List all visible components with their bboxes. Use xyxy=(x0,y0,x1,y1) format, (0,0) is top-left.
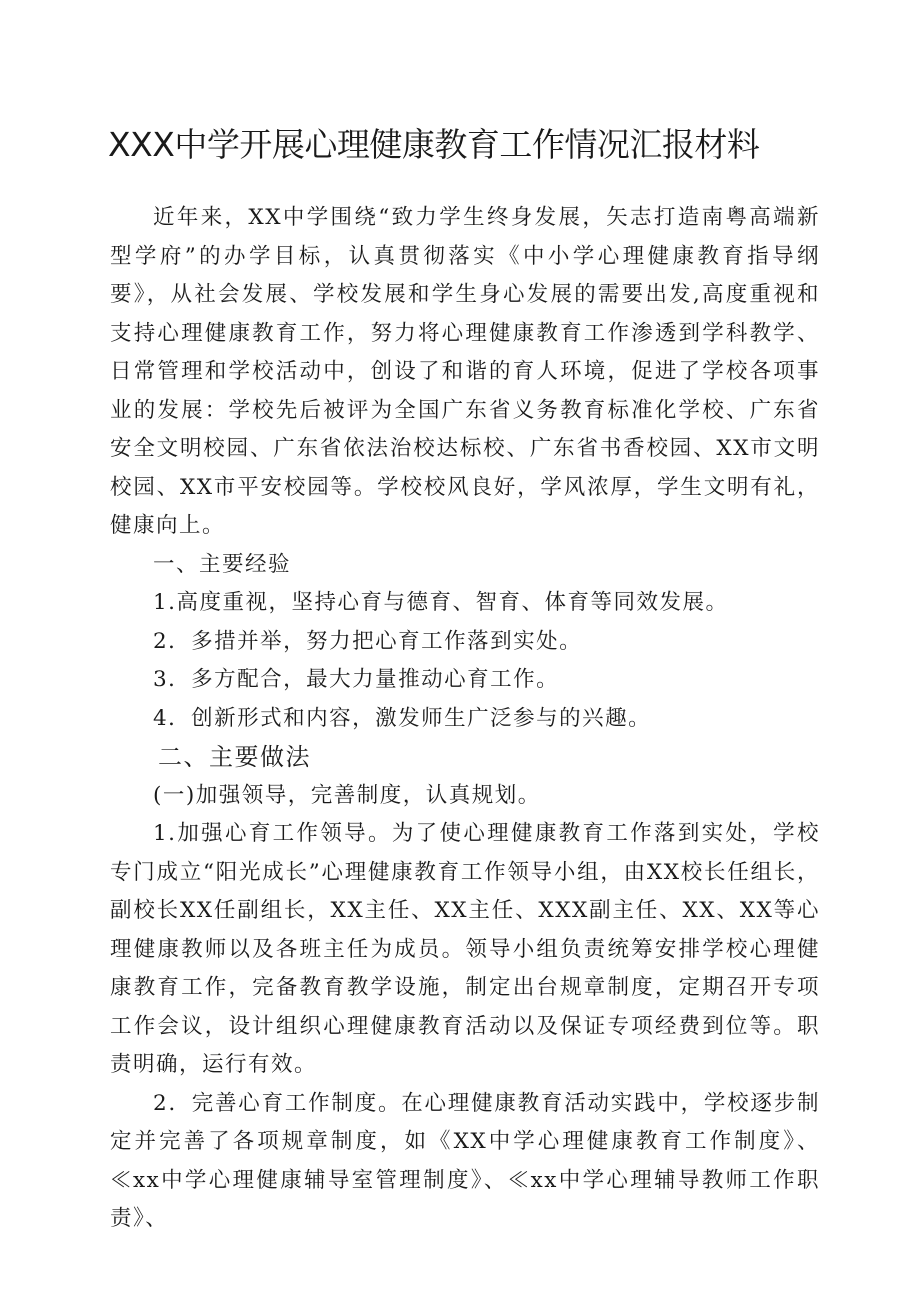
experience-item-1: 1.高度重视，坚持心育与德育、智育、体育等同效发展。 xyxy=(153,590,729,615)
document-body xyxy=(110,199,820,1239)
section-heading-main-practices: 二、主要做法 xyxy=(158,743,311,771)
intro-paragraph: 近年来，XX中学围绕“致力学生终身发展，矢志打造南粤高端新型学府”的办学目标，认真贯彻落实《中小学心理健康教育指导纲要》，从社会发展、学校发展和学生身心发展的需要出发,高度重视和支持心理健康教育工作，努力将心理健康教育工作渗透到学科教学、日常管理和学校活动中，创设了和谐的育人环境，促进了学校各项事业的发展：学校先后被评为全国广东省义务教育标准化学校、广东省安全文明校园、广东省依法治校达标校、广东省书香校园、XX市文明校园、XX市平安校园等。学校校风良好，学风浓厚，学生文明有礼，健康向上。 xyxy=(110,205,820,538)
practice-paragraph-1: 1.加强心育工作领导。为了使心理健康教育工作落到实处，学校专门成立“阳光成长”心理健康教育工作领导小组，由XX校长任组长，副校长XX任副组长，XX主任、XX主任、XXX副主任、XX、XX等心理健康教师以及各班主任为成员。领导小组负责统筹安排学校心理健康教育工作，完备教育教学设施，制定出台规章制度，定期召开专项工作会议，设计组织心理健康教育活动以及保证专项经费到位等。职责明确，运行有效。 xyxy=(110,821,820,1077)
document-title: XXX中学开展心理健康教育工作情况汇报材料 xyxy=(108,125,760,164)
experience-item-4: 4．创新形式和内容，激发师生广泛参与的兴趣。 xyxy=(153,705,652,731)
section-heading-main-experience: 一、主要经验 xyxy=(153,551,292,577)
experience-item-2: 2．多措并举，努力把心育工作落到实处。 xyxy=(153,628,583,654)
experience-item-3: 3．多方配合，最大力量推动心育工作。 xyxy=(153,667,560,692)
practice-paragraph-2: 2．完善心育工作制度。在心理健康教育活动实践中，学校逐步制定并完善了各项规章制度，如《XX中学心理健康教育工作制度》、≪xx中学心理健康辅导室管理制度》、≪xx中学心理辅导教师工作职责》、 xyxy=(110,1090,820,1231)
subsection-heading-leadership: (一)加强领导，完善制度，认真规划。 xyxy=(153,782,541,808)
